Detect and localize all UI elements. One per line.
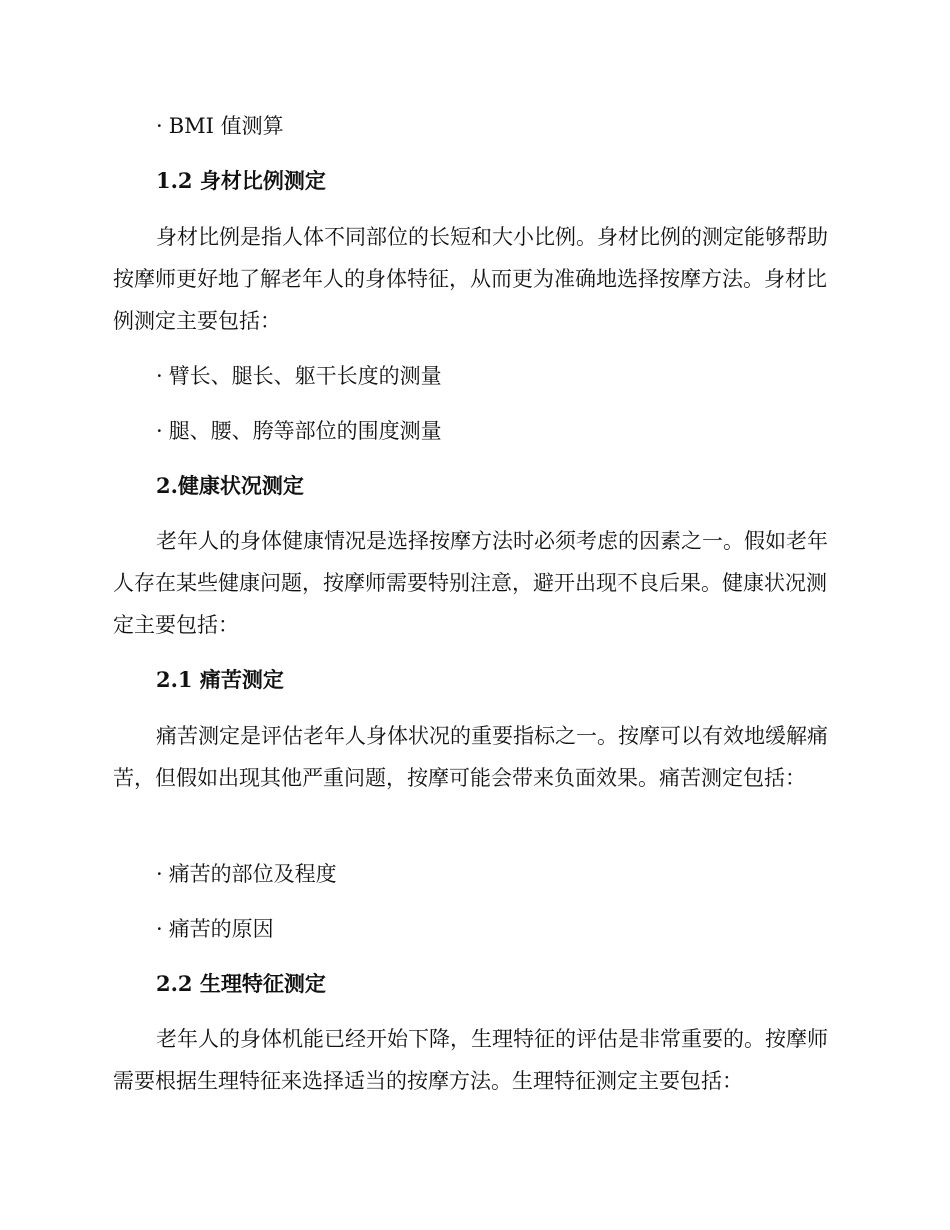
paragraph-health: 老年人的身体健康情况是选择按摩方法时必须考虑的因素之一。假如老年人存在某些健康问题，按摩师需要特别注意，避开出现不良后果。健康状况测定主要包括： bbox=[113, 529, 828, 637]
bullet-item-bmi bbox=[156, 105, 835, 147]
bullet-text: BMI 值测算 bbox=[168, 114, 284, 138]
bullet-dot: · bbox=[156, 862, 163, 886]
bullet-item-limb-length bbox=[156, 355, 835, 397]
bullet-dot: · bbox=[156, 364, 163, 388]
section-heading-1-2: 1.2 身材比例测定 bbox=[156, 168, 326, 193]
bullet-text: 腿、腰、胯等部位的围度测量 bbox=[168, 419, 442, 443]
section-heading-2-1: 2.1 痛苦测定 bbox=[156, 667, 284, 692]
bullet-text: 痛苦的部位及程度 bbox=[168, 862, 337, 886]
bullet-text: 痛苦的原因 bbox=[168, 917, 274, 941]
section-heading-2-2: 2.2 生理特征测定 bbox=[156, 971, 326, 996]
bullet-item-girth bbox=[156, 410, 835, 452]
paragraph-pain: 痛苦测定是评估老年人身体状况的重要指标之一。按摩可以有效地缓解痛苦，但假如出现其他严重问题，按摩可能会带来负面效果。痛苦测定包括： bbox=[113, 724, 828, 790]
bullet-item-pain-cause bbox=[156, 908, 835, 950]
paragraph-body-proportion: 身材比例是指人体不同部位的长短和大小比例。身材比例的测定能够帮助按摩师更好地了解老年人的身体特征，从而更为准确地选择按摩方法。身材比例测定主要包括： bbox=[113, 225, 828, 333]
bullet-dot: · bbox=[156, 917, 163, 941]
bullet-text: 臂长、腿长、躯干长度的测量 bbox=[168, 364, 442, 388]
bullet-dot: · bbox=[156, 419, 163, 443]
bullet-item-pain-location bbox=[156, 853, 835, 895]
section-heading-2: 2.健康状况测定 bbox=[156, 473, 304, 498]
bullet-dot: · bbox=[156, 114, 163, 138]
paragraph-physiology: 老年人的身体机能已经开始下降，生理特征的评估是非常重要的。按摩师需要根据生理特征来选择适当的按摩方法。生理特征测定主要包括： bbox=[113, 1027, 828, 1093]
